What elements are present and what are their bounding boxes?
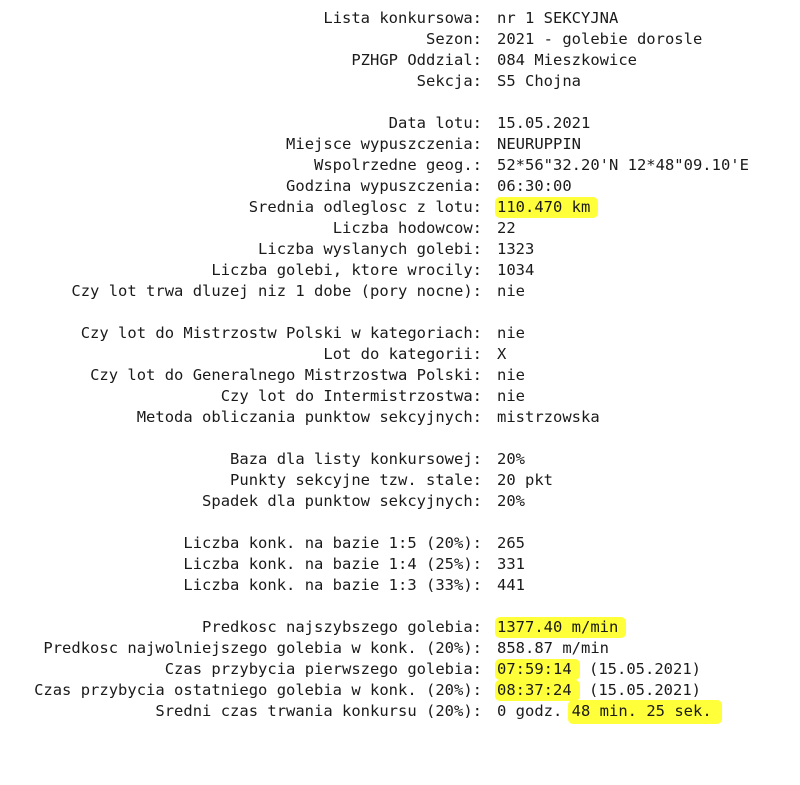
field-value: 858.87 m/min [497,639,609,657]
field-row-miejsce [0,134,800,155]
field-value: 15.05.2021 [497,114,591,132]
field-row-wrocily [0,260,800,281]
field-value: 331 [497,555,525,573]
field-row-konk-1-3 [0,575,800,596]
field-label: Miejsce wypuszczenia: [286,135,482,153]
field-value [497,701,722,722]
field-value: mistrzowska [497,408,600,426]
field-label: Czy lot trwa dluzej niz 1 dobe (pory nocne): [71,282,482,300]
field-row-pierwszy [0,659,800,680]
field-label: Predkosc najszybszego golebia: [202,618,482,636]
arrival-date [580,681,589,699]
field-row-oddzial [0,50,800,71]
field-value: nie [497,282,525,300]
field-label: Sekcja: [416,72,482,90]
field-row-odleglosc [0,197,800,218]
field-value: nie [497,366,525,384]
field-row-konk-1-4 [0,554,800,575]
field-label: Czy lot do Intermistrzostwa: [220,387,482,405]
section-spacer [0,92,800,113]
field-row-hodowcow [0,218,800,239]
field-value: NEURUPPIN [497,135,581,153]
field-value: 265 [497,534,525,552]
field-value: 20% [497,492,525,510]
field-row-sezon [0,29,800,50]
field-row-data-lotu [0,113,800,134]
field-row-godzina [0,176,800,197]
field-value-highlighted [497,617,626,638]
section-spacer [0,302,800,323]
field-row-wyslanych [0,239,800,260]
field-value: 441 [497,576,525,594]
field-row-generalne [0,365,800,386]
field-value: nie [497,387,525,405]
competition-list-document [0,8,800,722]
arrival-date-text: (15.05.2021) [589,660,701,678]
section-spacer [0,428,800,449]
field-value: 1323 [497,240,535,258]
field-row-intermistrzostwo [0,386,800,407]
field-row-metoda [0,407,800,428]
highlight-marker: 08:37:24 [495,680,580,701]
field-value: 1034 [497,261,535,279]
field-value: S5 Chojna [497,72,581,90]
highlight-marker: 110.470 km [495,197,598,218]
field-value: X [497,345,507,363]
field-value: 22 [497,219,516,237]
duration-hours: 0 godz. [497,702,563,720]
field-label: Czas przybycia pierwszego golebia: [164,660,482,678]
field-row-konk-1-5 [0,533,800,554]
highlight-marker: 1377.40 m/min [495,617,626,638]
field-label: Lista konkursowa: [323,9,482,27]
field-row-ostatni [0,680,800,701]
field-row-wspolrzedne [0,155,800,176]
field-row-sekcja [0,71,800,92]
field-label: Liczba golebi, ktore wrocily: [211,261,482,279]
section-spacer [0,596,800,617]
field-label: Metoda obliczania punktow sekcyjnych: [136,408,482,426]
field-value: 20 pkt [497,471,553,489]
field-label: Czas przybycia ostatniego golebia w konk. (20%): [34,681,482,699]
field-label: Liczba konk. na bazie 1:5 (20%): [183,534,482,552]
field-label: Wspolrzedne geog.: [314,156,482,174]
field-value [497,680,701,701]
field-value [497,659,701,680]
field-value: 06:30:00 [497,177,572,195]
field-label: Liczba hodowcow: [332,219,482,237]
field-label: Lot do kategorii: [323,345,482,363]
field-value: nr 1 SEKCYJNA [497,9,619,27]
field-label: Liczba konk. na bazie 1:4 (25%): [183,555,482,573]
field-value-highlighted [497,197,598,218]
field-row-lista-konkursowa [0,8,800,29]
field-label: Baza dla listy konkursowej: [230,450,482,468]
field-value: 084 Mieszkowice [497,51,637,69]
field-row-sredni-czas [0,701,800,722]
field-label: Srednia odleglosc z lotu: [248,198,482,216]
field-value: 52*56"32.20'N 12*48"09.10'E [497,156,749,174]
field-row-najszybszy [0,617,800,638]
field-label: Spadek dla punktow sekcyjnych: [202,492,482,510]
field-label: Sredni czas trwania konkursu (20%): [155,702,482,720]
field-label: Predkosc najwolniejszego golebia w konk. (20%): [43,639,482,657]
field-label: Liczba konk. na bazie 1:3 (33%): [183,576,482,594]
field-row-baza [0,449,800,470]
field-label: Czy lot do Mistrzostw Polski w kategoriach: [80,324,482,342]
field-label: Punkty sekcyjne tzw. stale: [230,471,482,489]
section-spacer [0,512,800,533]
arrival-date [580,660,589,678]
field-row-punkty-stale [0,470,800,491]
field-row-lot-kategorii [0,344,800,365]
highlight-marker: 07:59:14 [495,659,580,680]
field-label: Czy lot do Generalnego Mistrzostwa Polski: [90,366,482,384]
field-label: PZHGP Oddzial: [351,51,482,69]
field-value: nie [497,324,525,342]
field-label: Sezon: [426,30,482,48]
field-label: Liczba wyslanych golebi: [258,240,482,258]
arrival-date-text: (15.05.2021) [589,681,701,699]
field-label: Data lotu: [388,114,482,132]
field-row-spadek [0,491,800,512]
highlight-marker: 48 min. 25 sek. [568,700,722,724]
field-label: Godzina wypuszczenia: [286,177,482,195]
field-row-najwolniejszy [0,638,800,659]
field-value: 20% [497,450,525,468]
field-row-doba [0,281,800,302]
field-row-mistrzostwa-kategorie [0,323,800,344]
field-value: 2021 - golebie dorosle [497,30,703,48]
